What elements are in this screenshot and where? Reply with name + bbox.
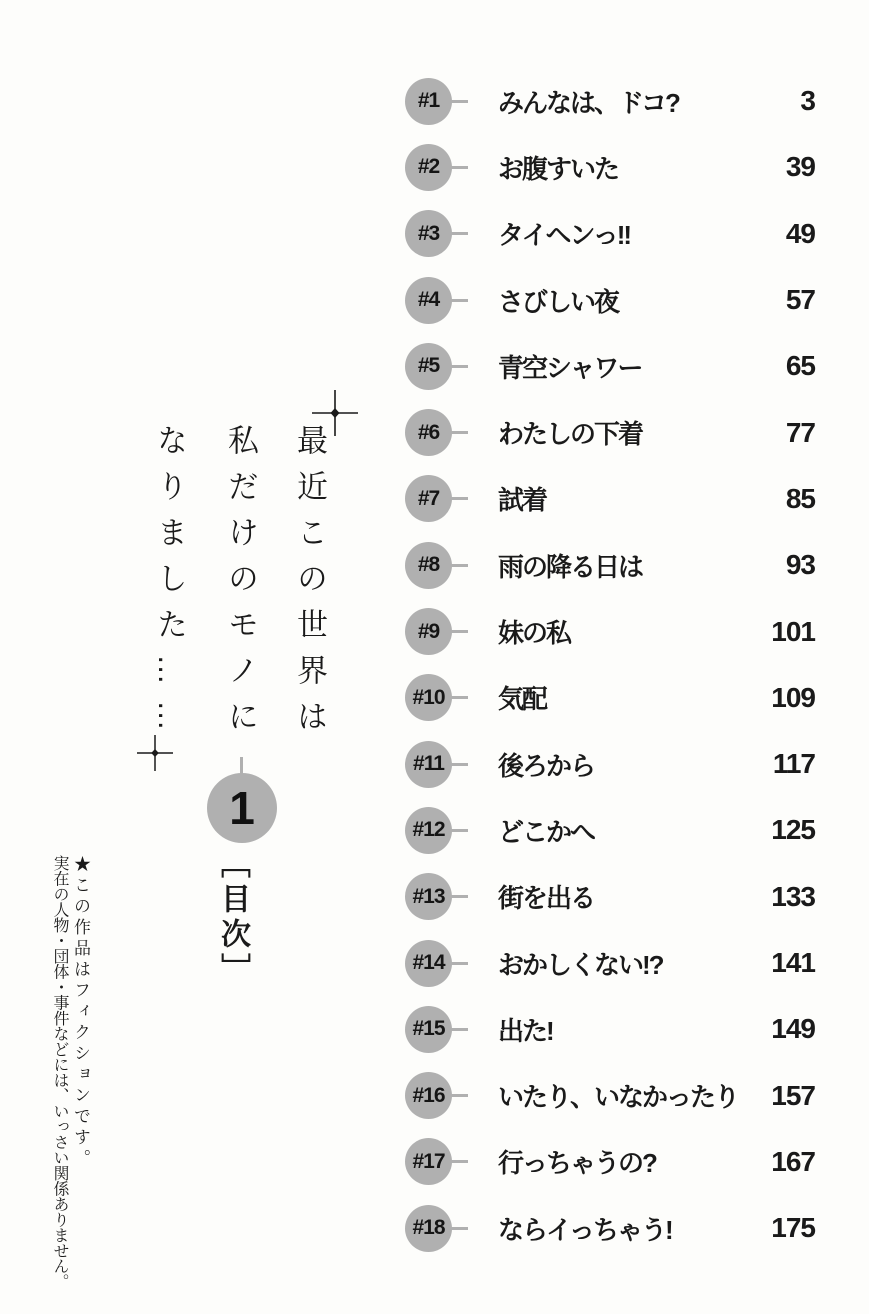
book-title-line-3: なりました…… bbox=[152, 424, 187, 746]
badge-tick bbox=[451, 100, 468, 103]
chapter-page-number: 175 bbox=[771, 1212, 815, 1244]
chapter-page-number: 65 bbox=[785, 350, 815, 382]
chapter-number: #7 bbox=[417, 486, 440, 510]
chapter-badge bbox=[405, 1205, 452, 1252]
chapter-badge bbox=[405, 475, 452, 522]
chapter-number: #13 bbox=[412, 884, 445, 908]
chapter-title: おかしくない!? bbox=[498, 949, 663, 980]
chapter-badge bbox=[405, 741, 452, 788]
chapter-number: #18 bbox=[412, 1216, 445, 1240]
chapter-page-number: 157 bbox=[771, 1079, 815, 1111]
chapter-badge bbox=[405, 873, 452, 920]
badge-tick bbox=[451, 564, 468, 567]
toc-row bbox=[405, 731, 815, 797]
chapter-number: #8 bbox=[417, 553, 440, 577]
chapter-badge bbox=[405, 1006, 452, 1053]
chapter-title: 気配 bbox=[498, 684, 547, 715]
toc-row bbox=[405, 1062, 815, 1128]
chapter-number: #14 bbox=[412, 951, 445, 974]
chapter-page-number: 77 bbox=[785, 416, 815, 448]
disclaimer-line-1: ★この作品はフィクションです。 bbox=[71, 855, 90, 1170]
chapter-number: #10 bbox=[412, 685, 445, 709]
badge-tick bbox=[451, 299, 468, 302]
badge-tick bbox=[451, 166, 468, 169]
badge-tick bbox=[451, 630, 468, 633]
chapter-badge bbox=[405, 542, 452, 589]
chapter-title: いたり、いなかったり bbox=[498, 1082, 739, 1113]
toc-list bbox=[405, 68, 815, 1261]
chapter-title: わたしの下着 bbox=[498, 419, 643, 450]
toc-row bbox=[405, 665, 815, 731]
badge-tick bbox=[451, 232, 468, 235]
chapter-badge bbox=[405, 144, 452, 191]
toc-row bbox=[405, 201, 815, 267]
chapter-number: #6 bbox=[417, 420, 440, 444]
chapter-number: #3 bbox=[417, 221, 440, 245]
badge-tick bbox=[451, 696, 468, 699]
book-title-line-1: 最近この世界は bbox=[292, 424, 327, 746]
toc-row bbox=[405, 598, 815, 664]
chapter-page-number: 57 bbox=[785, 284, 815, 316]
chapter-page-number: 149 bbox=[771, 1013, 815, 1045]
chapter-title: 街を出る bbox=[498, 883, 595, 914]
chapter-badge bbox=[405, 940, 452, 987]
chapter-number: #5 bbox=[417, 354, 440, 378]
chapter-title: ならイっちゃう! bbox=[498, 1214, 672, 1245]
chapter-page-number: 167 bbox=[771, 1145, 815, 1177]
badge-tick bbox=[451, 365, 468, 368]
sparkle-icon bbox=[137, 735, 173, 771]
badge-tick bbox=[451, 1094, 468, 1097]
chapter-number: #2 bbox=[417, 155, 440, 179]
toc-row bbox=[405, 864, 815, 930]
chapter-number: #11 bbox=[413, 752, 444, 776]
chapter-title: さびしい夜 bbox=[498, 286, 619, 317]
chapter-page-number: 85 bbox=[785, 482, 815, 514]
chapter-page-number: 125 bbox=[771, 814, 815, 846]
chapter-title: 後ろから bbox=[498, 750, 595, 781]
toc-row bbox=[405, 1129, 815, 1195]
chapter-number: #12 bbox=[412, 818, 445, 842]
chapter-page-number: 3 bbox=[800, 85, 815, 117]
chapter-badge bbox=[405, 674, 452, 721]
chapter-title: 出た! bbox=[498, 1015, 553, 1046]
chapter-badge bbox=[405, 608, 452, 655]
chapter-page-number: 49 bbox=[785, 217, 815, 249]
chapter-title: 妹の私 bbox=[498, 618, 571, 649]
chapter-title: タイヘンっ!! bbox=[498, 220, 631, 251]
badge-tick bbox=[451, 962, 468, 965]
chapter-number: #15 bbox=[412, 1017, 445, 1041]
chapter-page-number: 133 bbox=[771, 880, 815, 912]
toc-row bbox=[405, 1195, 815, 1261]
chapter-badge bbox=[405, 210, 452, 257]
volume-number: 1 bbox=[229, 782, 255, 834]
volume-badge bbox=[207, 773, 277, 843]
badge-tick bbox=[451, 1160, 468, 1163]
badge-tick bbox=[451, 431, 468, 434]
toc-row bbox=[405, 399, 815, 465]
chapter-title: 行っちゃうの? bbox=[498, 1148, 656, 1179]
chapter-number: #16 bbox=[412, 1083, 445, 1107]
chapter-number: #4 bbox=[417, 288, 440, 312]
chapter-title: 雨の降る日は bbox=[498, 551, 643, 582]
badge-tick bbox=[451, 497, 468, 500]
toc-row bbox=[405, 930, 815, 996]
toc-row bbox=[405, 797, 815, 863]
chapter-badge bbox=[405, 1138, 452, 1185]
toc-row bbox=[405, 466, 815, 532]
chapter-title: 試着 bbox=[498, 485, 547, 516]
toc-row bbox=[405, 134, 815, 200]
chapter-title: お腹すいた bbox=[498, 153, 619, 184]
toc-heading: ［目次］ bbox=[216, 848, 249, 988]
badge-tick bbox=[451, 829, 468, 832]
badge-tick bbox=[451, 1028, 468, 1031]
chapter-title: 青空シャワー bbox=[498, 352, 642, 383]
chapter-badge bbox=[405, 409, 452, 456]
badge-tick bbox=[451, 895, 468, 898]
chapter-badge bbox=[405, 343, 452, 390]
badge-tick bbox=[451, 1227, 468, 1230]
toc-row bbox=[405, 267, 815, 333]
chapter-title: みんなは、ドコ? bbox=[498, 87, 679, 118]
chapter-number: #1 bbox=[417, 89, 440, 113]
chapter-page-number: 117 bbox=[772, 748, 815, 780]
badge-tick bbox=[451, 763, 468, 766]
chapter-page-number: 39 bbox=[785, 151, 815, 183]
toc-row bbox=[405, 68, 815, 134]
chapter-number: #17 bbox=[412, 1149, 445, 1173]
chapter-badge bbox=[405, 807, 452, 854]
chapter-badge bbox=[405, 78, 452, 125]
chapter-page-number: 101 bbox=[771, 615, 815, 647]
chapter-badge bbox=[405, 1072, 452, 1119]
chapter-page-number: 93 bbox=[785, 549, 815, 581]
chapter-title: どこかへ bbox=[498, 816, 595, 847]
toc-row bbox=[405, 996, 815, 1062]
chapter-page-number: 141 bbox=[771, 947, 815, 978]
toc-row bbox=[405, 532, 815, 598]
chapter-number: #9 bbox=[417, 619, 440, 643]
toc-row bbox=[405, 333, 815, 399]
book-title-line-2: 私だけのモノに bbox=[223, 424, 258, 746]
disclaimer-line-2: 実在の人物・団体・事件などには、いっさい関係ありません。 bbox=[51, 855, 68, 1289]
chapter-badge bbox=[405, 277, 452, 324]
chapter-page-number: 109 bbox=[771, 681, 815, 713]
